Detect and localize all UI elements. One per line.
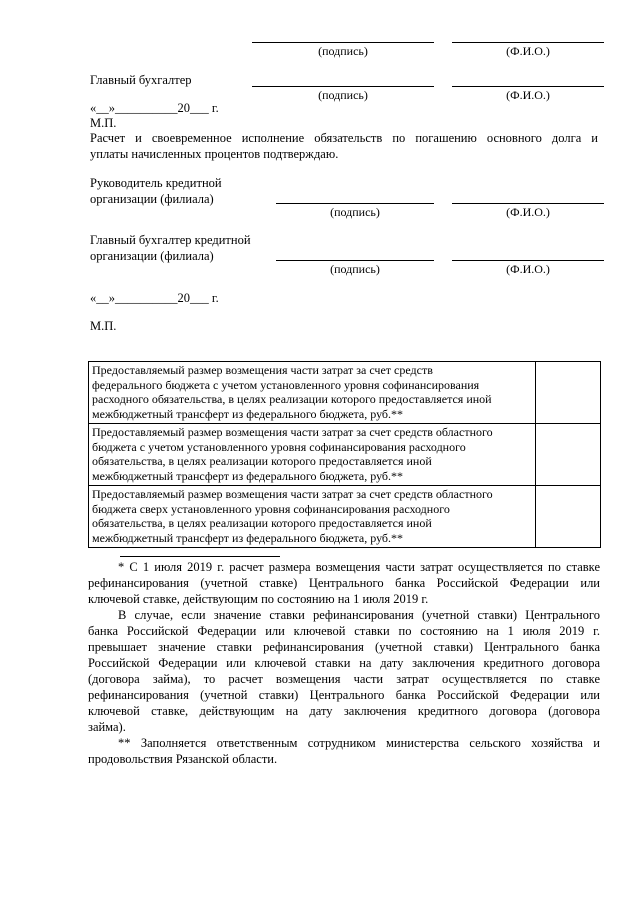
bank-head-label-line: Руководитель кредитной bbox=[90, 176, 222, 190]
footnote-rate-continuation bbox=[88, 607, 600, 735]
signature-line bbox=[276, 260, 434, 261]
bank-accountant-label-line: организации (филиала) bbox=[90, 249, 214, 263]
table-cell-value[interactable] bbox=[536, 362, 601, 424]
table-cell-label bbox=[89, 362, 536, 424]
fio-caption: (Ф.И.О.) bbox=[506, 262, 550, 276]
bank-head-label bbox=[90, 175, 222, 207]
footnote-line: ** Заполняется ответственным сотрудником министерства сельского хозяйства и bbox=[118, 736, 600, 750]
footnote-line: Российской Федерации или ключевой ставки на дату заключения кредитного договора bbox=[88, 656, 600, 670]
table-cell-line: обязательства, в целях реализации которого предоставляется иной bbox=[92, 516, 432, 530]
footnote-line: превышает значение ставки рефинансирования (учетной ставки) Центрального банка bbox=[88, 640, 600, 654]
signature-caption: (подпись) bbox=[318, 88, 368, 102]
footnote-line: ключевой ставке, действующим по состоянию на 1 июля 2019 г. bbox=[88, 592, 429, 606]
signature-caption: (подпись) bbox=[330, 205, 380, 219]
fio-caption: (Ф.И.О.) bbox=[506, 88, 550, 102]
footnote-rate bbox=[88, 559, 600, 607]
table-cell-line: федерального бюджета с учетом установленного уровня софинансирования bbox=[92, 377, 480, 392]
chief-accountant-label: Главный бухгалтер bbox=[90, 73, 192, 87]
table-cell-value[interactable] bbox=[536, 424, 601, 486]
fio-line bbox=[452, 260, 604, 261]
table-cell-line: обязательства, в целях реализации которого предоставляется иной bbox=[92, 454, 432, 468]
signature-line bbox=[252, 42, 434, 43]
fio-caption: (Ф.И.О.) bbox=[506, 44, 550, 58]
footnote-line: рефинансирования (учетной ставки) Центрального банка Российской Федерации или bbox=[88, 688, 600, 702]
table-cell-line: бюджета сверх установленного уровня софинансирования расходного bbox=[92, 501, 450, 516]
bank-head-label-line: организации (филиала) bbox=[90, 192, 214, 206]
fio-line bbox=[452, 203, 604, 204]
table-cell-line: Предоставляемый размер возмещения части затрат за счет средств областного bbox=[92, 425, 493, 439]
stamp-mark: М.П. bbox=[90, 116, 117, 130]
table-row bbox=[89, 362, 601, 424]
footnote-responsible bbox=[88, 735, 600, 767]
footnote-line: банка Российской Федерации или ключевой ставки по состоянию на 1 июля 2019 г. bbox=[88, 624, 600, 638]
table-cell-value[interactable] bbox=[536, 486, 601, 548]
footnote-line: ключевой ставке, действующим на дату заключения кредитного договора (договора bbox=[88, 704, 600, 718]
confirmation-line: уплаты начисленных процентов подтверждаю. bbox=[90, 147, 339, 161]
fio-line bbox=[452, 86, 604, 87]
bank-accountant-label bbox=[90, 232, 251, 264]
table-cell-line: межбюджетный трансферт из федерального бюджета, руб.** bbox=[92, 530, 404, 545]
confirmation-text bbox=[90, 130, 598, 162]
signature-caption: (подпись) bbox=[318, 44, 368, 58]
table-cell-line: Предоставляемый размер возмещения части затрат за счет средств областного bbox=[92, 487, 493, 501]
footnote-line: продовольствия Рязанской области. bbox=[88, 752, 278, 766]
signature-line bbox=[252, 86, 434, 87]
date-line: «__»__________20___ г. bbox=[90, 101, 219, 115]
signature-caption: (подпись) bbox=[330, 262, 380, 276]
footnote-separator bbox=[120, 556, 280, 557]
table-row bbox=[89, 424, 601, 486]
footnote-line: В случае, если значение ставки рефинансирования (учетной ставки) Центрального bbox=[118, 608, 600, 622]
table-cell-line: расходного обязательства, в целях реализации которого предоставляется иной bbox=[92, 392, 492, 406]
table-cell-line: межбюджетный трансферт из федерального бюджета, руб.** bbox=[92, 406, 404, 421]
confirmation-line: Расчет и своевременное исполнение обязательств по погашению основного долга и bbox=[90, 131, 598, 145]
table-cell-label bbox=[89, 424, 536, 486]
reimbursement-table bbox=[88, 361, 601, 548]
signature-line bbox=[276, 203, 434, 204]
stamp-mark: М.П. bbox=[90, 319, 117, 333]
table-cell-line: Предоставляемый размер возмещения части затрат за счет средств bbox=[92, 363, 433, 377]
fio-caption: (Ф.И.О.) bbox=[506, 205, 550, 219]
footnote-line: займа). bbox=[88, 720, 126, 734]
table-row bbox=[89, 486, 601, 548]
footnote-line: (договора займа), то расчет возмещения части затрат осуществляется по ставке bbox=[88, 672, 600, 686]
footnote-line: рефинансирования (учетной ставке) Центрального банка Российской Федерации или bbox=[88, 576, 600, 590]
bank-accountant-label-line: Главный бухгалтер кредитной bbox=[90, 233, 251, 247]
footnote-line: * С 1 июля 2019 г. расчет размера возмещения части затрат осуществляется по ставке bbox=[118, 560, 600, 574]
table-cell-line: бюджета с учетом установленного уровня софинансирования расходного bbox=[92, 439, 466, 454]
table-cell-label bbox=[89, 486, 536, 548]
date-line: «__»__________20___ г. bbox=[90, 291, 219, 305]
table-cell-line: межбюджетный трансферт из федерального бюджета, руб.** bbox=[92, 468, 404, 483]
fio-line bbox=[452, 42, 604, 43]
